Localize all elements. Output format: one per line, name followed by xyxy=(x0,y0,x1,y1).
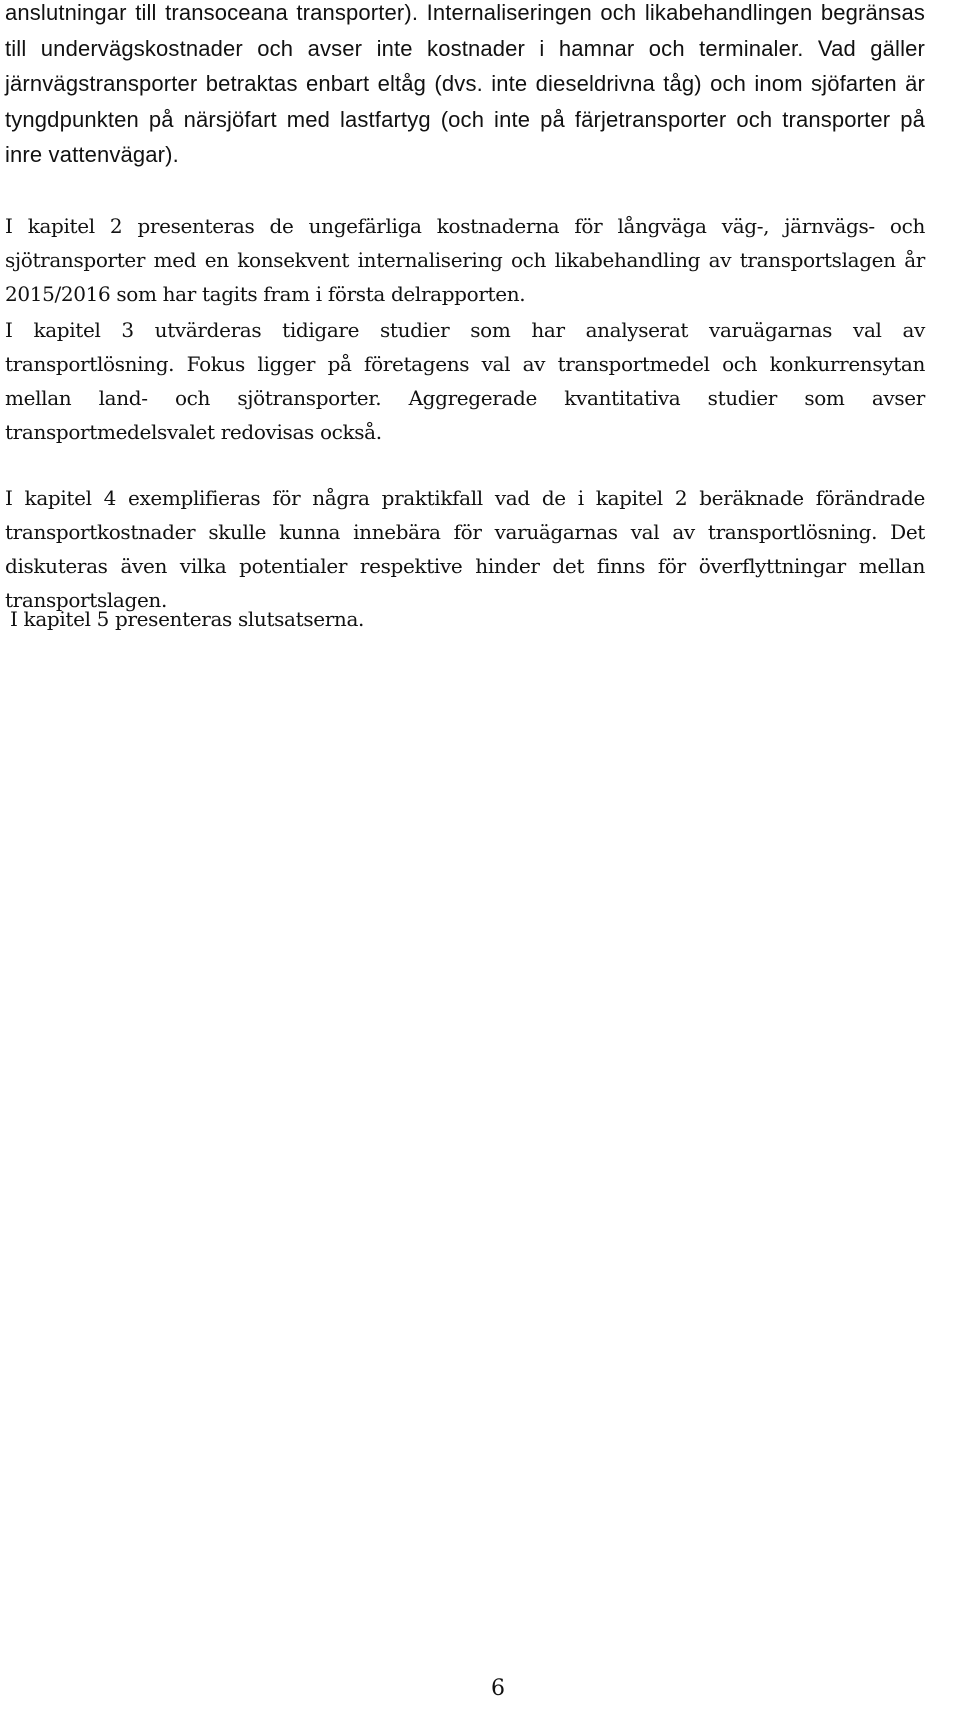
paragraph-chapter-3: I kapitel 3 utvärderas tidigare studier som har analyserat varuägarnas val av transportlösning. Fokus ligger på företagens val av transportmedel och konkurrensytan mellan land- och sjötransporter. Aggregerade kvantitativa studier som avser transportmedelsvalet redovisas också. xyxy=(5,318,925,444)
paragraph-chapter-4: I kapitel 4 exemplifieras för några praktikfall vad de i kapitel 2 beräknade förändrade transportkostnader skulle kunna innebära för varuägarnas val av transportlösning. Det diskuteras även vilka potentialer respektive hinder det finns för överflyttningar mellan transportslagen. xyxy=(5,486,925,612)
paragraph-chapter-5: I kapitel 5 presenteras slutsatserna. xyxy=(10,607,365,631)
paragraph-chapter-2: I kapitel 2 presenteras de ungefärliga kostnaderna för långväga väg-, järnvägs- och sjötransporter med en konsekvent internalisering och likabehandling av transportslagen år 2015/2016 som har tagits fram i första delrapporten. xyxy=(5,214,925,306)
page-number: 6 xyxy=(491,1676,505,1701)
paragraph-scope: anslutningar till transoceana transporter). Internaliseringen och likabehandlingen begränsas till undervägskostnader och avser inte kostnader i hamnar och terminaler. Vad gäller järnvägstransporter betraktas enbart eltåg (dvs. inte dieseldrivna tåg) och inom sjöfarten är tyngdpunkten på närsjöfart med lastfartyg (och inte på färjetransporter och transporter på inre vattenvägar). xyxy=(5,0,925,168)
